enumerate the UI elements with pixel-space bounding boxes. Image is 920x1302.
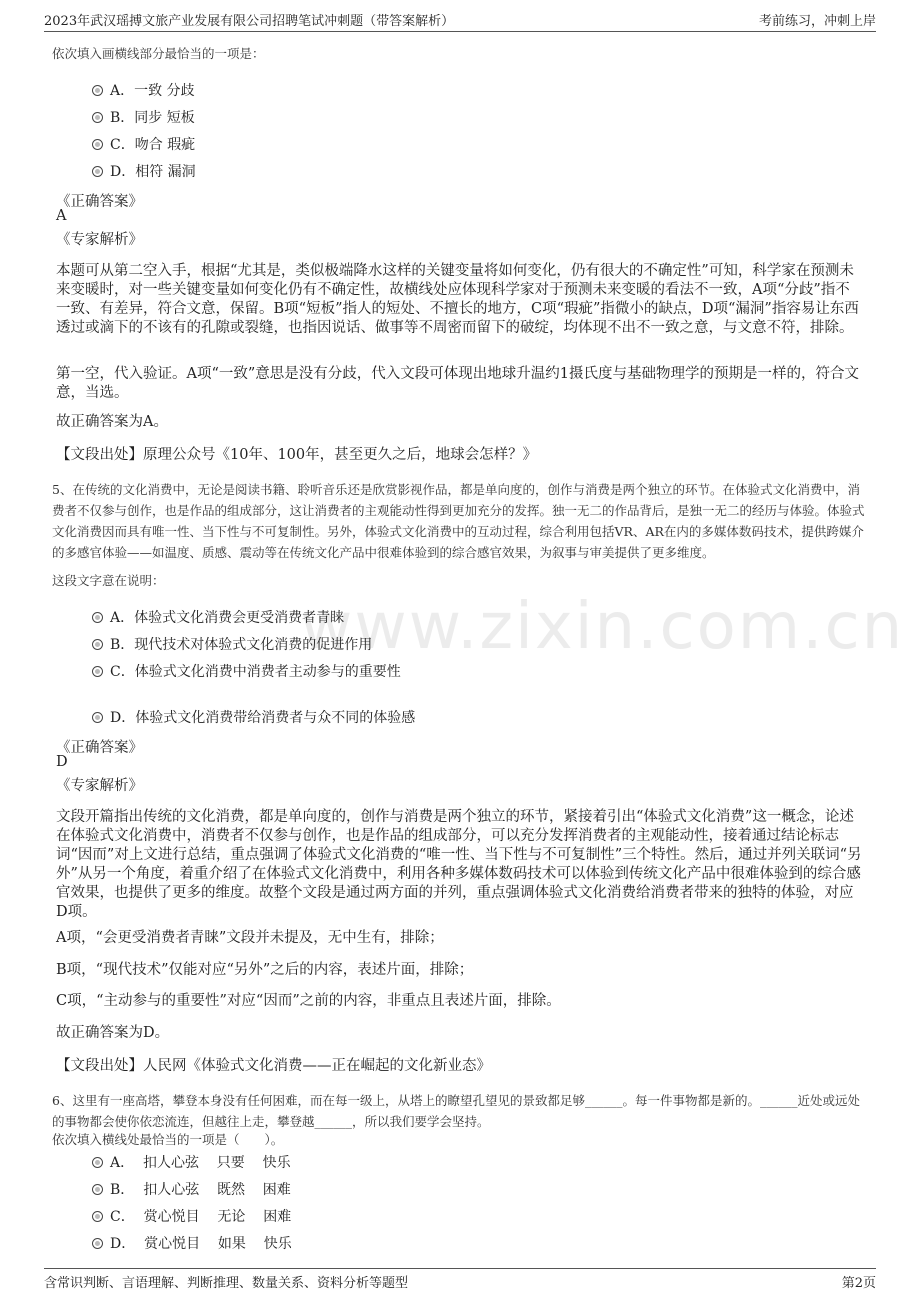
- q6-option-b[interactable]: [92, 1179, 291, 1199]
- q4-source: 【文段出处】原理公众号《10年、100年，甚至更久之后，地球会怎样？》: [56, 447, 538, 463]
- q4-analysis-para-3: 故正确答案为A。: [56, 414, 168, 430]
- q4-answer: A: [56, 208, 67, 224]
- q6-prompt: 依次填入横线处最恰当的一项是（ ）。: [52, 1132, 284, 1147]
- q6-option-d[interactable]: [92, 1233, 292, 1253]
- q4-option-c[interactable]: [92, 134, 195, 154]
- q4-analysis-para-1: 本题可从第二空入手，根据“尤其是，类似极端降水这样的关键变量将如何变化，仍有很大的不确定性”可知，科学家在预测未来变暖时，对一些关键变量如何变化仍有不确定性，故横线处应体现科学家对于预测未来变暖的看法不一致，A项“分歧”指不一致、有差异，符合文意，保留。B项“短板”指人的短处、不擅长的地方，C项“瑕疵”指微小的缺点，D项“漏洞”指容易让东西透过或滴下的不该有的孔隙或裂缝，也指因说话、做事等不周密而留下的破绽，均体现不出不一致之意，与文意不符，排除。: [56, 263, 859, 336]
- q4-analysis-para-2: 第一空，代入验证。A项“一致”意思是没有分歧，代入文段可体现出地球升温约1摄氏度与基础物理学的预期是一样的，符合文意，当选。: [56, 366, 860, 401]
- q5-option-b[interactable]: [92, 634, 372, 654]
- q6-passage: 6、这里有一座高塔，攀登本身没有任何困难，而在每一级上，从塔上的瞭望孔望见的景致都足够______。每一件事物都是新的。______近处或远处的事物都会使你依恋流连，但越往上走，攀登越______，所以我们要学会坚持。: [52, 1093, 860, 1129]
- q6-option-c[interactable]: [92, 1206, 291, 1226]
- q5-option-d[interactable]: [92, 707, 415, 727]
- radio-icon[interactable]: [92, 612, 103, 623]
- q4-analysis-label: 《专家解析》: [56, 232, 143, 248]
- radio-icon[interactable]: [92, 639, 103, 650]
- q5-passage: 5、在传统的文化消费中，无论是阅读书籍、聆听音乐还是欣赏影视作品，都是单向度的，创作与消费是两个独立的环节。在体验式文化消费中，消费者不仅参与创作，也是作品的组成部分，这让消费者的主观能动性得到更加充分的发挥。独一无二的作品背后，是独一无二的经历与体验。体验式文化消费因而具有唯一性、当下性与不可复制性。另外，体验式文化消费中的互动过程，综合利用包括VR、AR在内的多媒体数码技术，提供跨媒介的多感官体验——如温度、质感、震动等在传统文化产品中很难体验到的综合感官效果，为叙事与审美提供了更多维度。: [52, 482, 865, 560]
- watermark: www.zixin.com.cn: [300, 590, 905, 664]
- option-label: A． 扣人心弦 只要 快乐: [110, 1155, 291, 1171]
- option-label: C． 赏心悦目 无论 困难: [110, 1209, 292, 1225]
- option-label: A．一致 分歧: [110, 83, 195, 99]
- page-number: 第2页: [841, 1276, 876, 1291]
- q5-analysis-para-5: 故正确答案为D。: [56, 1025, 170, 1041]
- option-label: B．现代技术对体验式文化消费的促进作用: [110, 637, 373, 653]
- q5-answer: D: [56, 754, 68, 770]
- q4-option-d[interactable]: [92, 161, 196, 181]
- radio-icon[interactable]: [92, 85, 103, 96]
- option-label: C．体验式文化消费中消费者主动参与的重要性: [110, 664, 401, 680]
- radio-icon[interactable]: [92, 1211, 103, 1222]
- radio-icon[interactable]: [92, 139, 103, 150]
- radio-icon[interactable]: [92, 1238, 103, 1249]
- header-title: 2023年武汉瑶搏文旅产业发展有限公司招聘笔试冲刺题（带答案解析）: [44, 14, 455, 29]
- footer-divider: [44, 1268, 876, 1269]
- q5-prompt: 这段文字意在说明：: [52, 573, 165, 588]
- option-label: D． 赏心悦目 如果 快乐: [110, 1236, 292, 1252]
- header-slogan: 考前练习，冲刺上岸: [758, 14, 876, 29]
- q5-option-c[interactable]: [92, 661, 401, 681]
- q4-prompt: 依次填入画横线部分最恰当的一项是：: [52, 46, 265, 61]
- option-label: A．体验式文化消费会更受消费者青睐: [110, 610, 345, 626]
- option-label: D．体验式文化消费带给消费者与众不同的体验感: [110, 710, 416, 726]
- q4-option-a[interactable]: [92, 80, 195, 100]
- radio-icon[interactable]: [92, 1184, 103, 1195]
- q4-answer-label: 《正确答案》: [56, 194, 143, 210]
- radio-icon[interactable]: [92, 166, 103, 177]
- option-label: B．同步 短板: [110, 110, 195, 126]
- option-label: B． 扣人心弦 既然 困难: [110, 1182, 291, 1198]
- option-label: D．相符 漏洞: [110, 164, 196, 180]
- q4-option-b[interactable]: [92, 107, 195, 127]
- radio-icon[interactable]: [92, 1157, 103, 1168]
- q5-analysis-para-3: B项，“现代技术”仅能对应“另外”之后的内容，表述片面，排除；: [56, 962, 474, 978]
- header-divider: [44, 31, 876, 32]
- q5-answer-label: 《正确答案》: [56, 740, 143, 756]
- q5-source: 【文段出处】人民网《体验式文化消费——正在崛起的文化新业态》: [56, 1058, 491, 1074]
- q5-analysis-para-2: A项，“会更受消费者青睐”文段并未提及，无中生有，排除；: [56, 930, 444, 946]
- radio-icon[interactable]: [92, 666, 103, 677]
- q6-option-a[interactable]: [92, 1152, 291, 1172]
- option-label: C．吻合 瑕疵: [110, 137, 196, 153]
- q5-analysis-para-1: 文段开篇指出传统的文化消费，都是单向度的，创作与消费是两个独立的环节，紧接着引出“体验式文化消费”这一概念，论述在体验式文化消费中，消费者不仅参与创作，也是作品的组成部分，可以充分发挥消费者的主观能动性，接着通过结论标志词“因而”对上文进行总结，重点强调了体验式文化消费的“唯一性、当下性与不可复制性”三个特性。然后，通过并列关联词“另外”从另一个角度，着重介绍了在体验式文化消费中，利用各种多媒体数码技术可以体验到传统文化产品中很难体验到的综合感官效果，也提供了更多的维度。故整个文段是通过两方面的并列，重点强调体验式文化消费给消费者带来的独特的体验，对应D项。: [56, 809, 862, 920]
- q5-option-a[interactable]: [92, 607, 344, 627]
- radio-icon[interactable]: [92, 112, 103, 123]
- footer-text: 含常识判断、言语理解、判断推理、数量关系、资料分析等题型: [44, 1276, 409, 1291]
- radio-icon[interactable]: [92, 712, 103, 723]
- q5-analysis-label: 《专家解析》: [56, 778, 143, 794]
- q5-analysis-para-4: C项，“主动参与的重要性”对应“因而”之前的内容，非重点且表述片面，排除。: [56, 993, 561, 1009]
